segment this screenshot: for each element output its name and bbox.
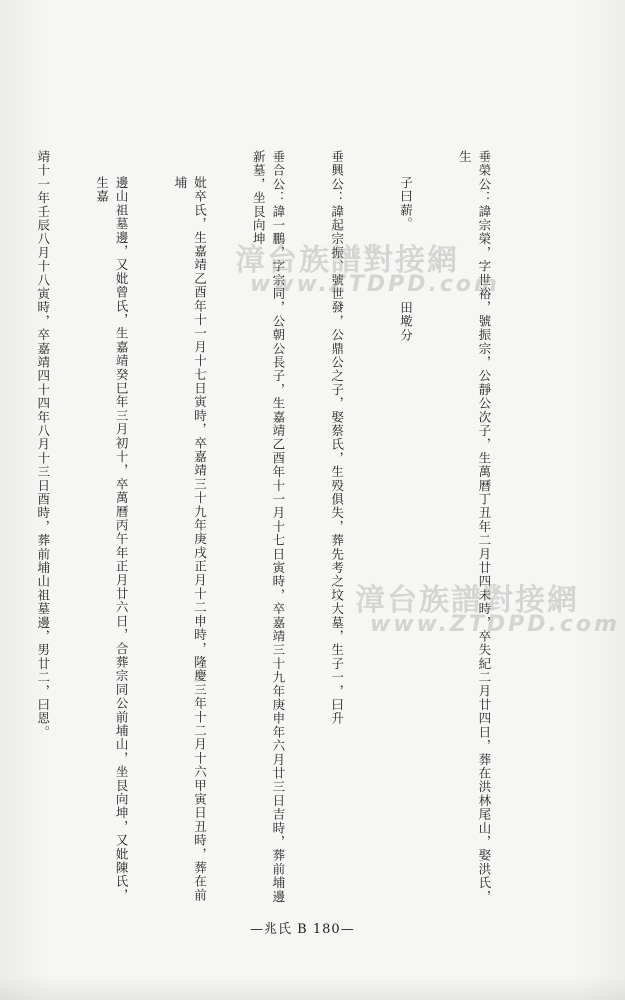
site-watermark-url: www.ZTDPD.com [370, 612, 620, 637]
entry-line: 垂合公：諱一鵬，字宗同，公朝公長子，生嘉靖乙酉年十一月十七日寅時，卒嘉靖三十九年庚申年六月廿三日吉時，葬前埔邊新墓，坐艮向坤 [251, 150, 286, 904]
scan-edge [0, 975, 625, 1000]
entry-line: 子曰薪。田墘分 [396, 150, 416, 910]
entry-line: 靖十一年壬辰八月十八寅時，卒嘉靖四十四年八月十三日酉時，葬前埔山祖墓邊，男廿二，曰恩。 [35, 150, 51, 740]
page-number: —兆氏 B 180— [250, 922, 355, 937]
site-watermark-url: www.ZTDPD.com [250, 272, 500, 297]
site-watermark: 漳台族譜對接網 [355, 583, 579, 618]
entry-line: 垂興公：諱起宗振、號世發，公鼎公之子，娶蔡氏，生殁俱失，葬先考之坟大墓，生子一，曰升 [329, 150, 345, 726]
branch-note: 田墘分 [398, 300, 414, 342]
entry-line: 邊山祖墓邊，又妣曾氏，生嘉靖癸巳年三月初十，卒萬曆丙午年正月廿六日，合葬宗同公前埔山，坐艮向坤，又妣陳氏，生嘉 [94, 176, 130, 903]
genealogy-text [0, 150, 533, 910]
entry-line: 妣卒氏，生嘉靖乙酉年十一月十七日寅時，卒嘉靖三十九年庚戌正月十二申時，隆慶三年十二月十六甲寅日丑時，葬在前埔 [172, 176, 208, 903]
entry-line: 垂榮公：諱宗榮，字世裕，號振宗，公靜公次子，生萬曆丁丑年二月廿四未時，卒失紀二月廿四日，葬在洪林尾山，娶洪氏，生 [457, 150, 492, 904]
site-watermark: 漳台族譜對接網 [235, 243, 459, 278]
